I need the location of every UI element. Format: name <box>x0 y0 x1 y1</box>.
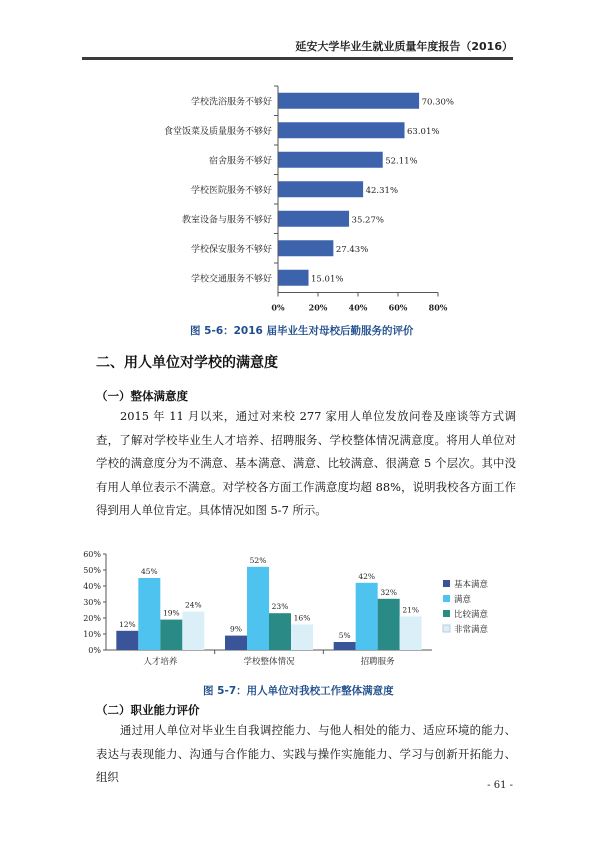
x-tick-label: 80% <box>428 302 448 313</box>
legend-label: 满意 <box>454 595 472 605</box>
data-label: 27.43% <box>335 244 369 255</box>
y-tick-label: 10% <box>83 630 101 639</box>
bar <box>279 270 309 286</box>
bar <box>291 624 313 650</box>
category-label: 宿舍服务不够好 <box>208 156 272 167</box>
data-label: 52% <box>249 555 267 565</box>
legend-swatch <box>443 595 450 602</box>
category-label: 学校洗浴服务不够好 <box>190 97 272 108</box>
bar <box>247 567 269 650</box>
bar <box>279 211 350 227</box>
data-label: 19% <box>162 608 180 618</box>
subsection-heading-ability: （二）职业能力评价 <box>96 703 200 717</box>
x-tick-label: 0% <box>271 302 285 313</box>
bar <box>269 613 291 650</box>
category-label: 学校交通服务不够好 <box>190 274 272 285</box>
x-tick-label: 60% <box>388 302 408 313</box>
y-tick-label: 30% <box>83 598 101 607</box>
category-label: 招聘服务 <box>360 657 395 667</box>
paragraph-career-ability: 通过用人单位对毕业生自我调控能力、与他人相处的能力、适应环境的能力、表达与表现能力、沟通与合作能力、实践与操作实施能力、学习与创新开拓能力、组织 <box>96 723 516 784</box>
data-label: 23% <box>271 602 289 612</box>
paragraph-overall-satisfaction: 2015 年 11 月以来，通过对来校 277 家用人单位发放问卷及座谈等方式调查，了解对学校毕业生人才培养、招聘服务、学校整体情况满意度。将用人单位对学校的满意度分为不满意、基本满意、满意、比较满意、很满意 5 个层次。其中没有用人单位表示不满意。对学校各方面工作满意度均超 88%，说明我校各方面工作得到用人单位肯定。具体情况如图 5-7 所示。 <box>96 409 516 517</box>
bar <box>334 642 356 650</box>
bar <box>400 616 422 650</box>
data-label: 15.01% <box>311 274 344 285</box>
bar <box>279 122 405 138</box>
figure-5-7-caption: 图 5-7：用人单位对我校工作整体满意度 <box>203 685 394 697</box>
bar <box>279 240 334 256</box>
category-label: 学校保安服务不够好 <box>190 244 272 255</box>
employer-satisfaction-bar-chart <box>82 542 512 677</box>
legend-swatch <box>443 625 450 632</box>
bar <box>182 612 204 650</box>
figure-5-6-caption: 图 5-6：2016 届毕业生对母校后勤服务的评价 <box>190 325 414 337</box>
section-heading: 二、用人单位对学校的满意度 <box>96 355 278 371</box>
legend-swatch <box>443 580 450 587</box>
header-rule <box>82 57 513 60</box>
category-label: 学校整体情况 <box>243 657 295 667</box>
y-tick-label: 0% <box>88 646 101 655</box>
data-label: 32% <box>380 587 398 597</box>
data-label: 63.01% <box>407 126 440 137</box>
bar <box>279 93 420 109</box>
bar <box>279 152 383 168</box>
bar <box>356 583 378 650</box>
y-tick-label: 50% <box>83 566 101 575</box>
y-tick-label: 40% <box>83 582 101 591</box>
data-label: 52.11% <box>385 156 418 167</box>
bar <box>378 599 400 650</box>
running-header: 延安大学毕业生就业质量年度报告（2016） <box>295 40 513 53</box>
data-label: 21% <box>402 605 420 615</box>
category-label: 人才培养 <box>143 657 178 667</box>
data-label: 9% <box>230 624 242 634</box>
y-tick-label: 60% <box>83 550 101 559</box>
category-label: 学校医院服务不够好 <box>190 185 272 196</box>
data-label: 35.27% <box>351 215 384 226</box>
data-label: 70.30% <box>421 97 455 108</box>
bar <box>138 578 160 650</box>
category-label: 食堂饭菜及质量服务不够好 <box>163 126 272 137</box>
legend-swatch <box>443 610 450 617</box>
bar <box>225 636 247 650</box>
y-tick-label: 20% <box>83 614 101 623</box>
data-label: 24% <box>184 600 202 610</box>
legend-label: 基本满意 <box>454 580 489 590</box>
x-tick-label: 20% <box>308 302 328 313</box>
bar <box>116 631 138 650</box>
legend-label: 非常满意 <box>454 625 489 635</box>
subsection-heading-overall: （一）整体满意度 <box>96 389 188 403</box>
bar <box>160 620 182 650</box>
data-label: 5% <box>338 631 351 640</box>
category-label: 教室设备与服务不够好 <box>181 215 272 226</box>
logistics-evaluation-bar-chart <box>82 80 502 320</box>
data-label: 12% <box>118 619 136 629</box>
data-label: 45% <box>140 567 158 576</box>
x-tick-label: 40% <box>348 302 368 313</box>
legend-label: 比较满意 <box>454 610 489 620</box>
bar <box>279 181 364 197</box>
data-label: 42% <box>358 571 376 581</box>
page-number: - 61 - <box>487 780 513 791</box>
data-label: 42.31% <box>365 185 399 196</box>
data-label: 16% <box>293 613 311 623</box>
